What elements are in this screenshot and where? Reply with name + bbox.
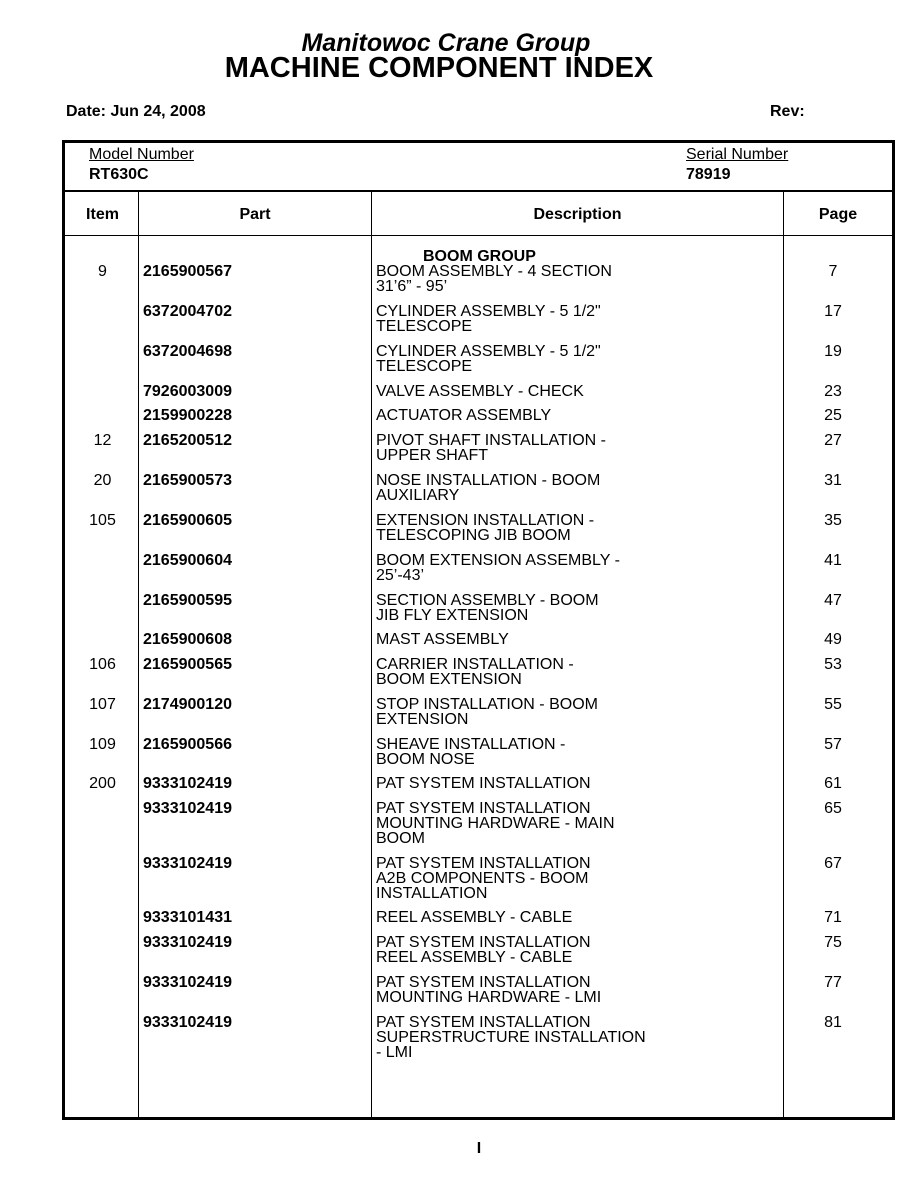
column-header-description: Description — [533, 206, 622, 223]
row-part-number: 2165900605 — [143, 512, 232, 529]
row-page-number: 35 — [824, 512, 842, 529]
row-description-line: SECTION ASSEMBLY - BOOM — [376, 592, 599, 609]
row-description — [376, 737, 776, 767]
row-page-number: 25 — [824, 407, 842, 424]
row-page-number: 41 — [824, 552, 842, 569]
row-part-number: 9333102419 — [143, 974, 232, 991]
row-part-number: 2165900573 — [143, 472, 232, 489]
row-item-number: 109 — [89, 736, 116, 753]
row-page-number: 17 — [824, 303, 842, 320]
row-description — [376, 553, 776, 583]
row-page-number: 31 — [824, 472, 842, 489]
row-part-number: 9333102419 — [143, 855, 232, 872]
row-item-number: 9 — [98, 263, 107, 280]
row-description-line: A2B COMPONENTS - BOOM — [376, 870, 589, 887]
row-description-line: INSTALLATION — [376, 885, 488, 902]
row-page-number: 75 — [824, 934, 842, 951]
row-description-line: CYLINDER ASSEMBLY - 5 1/2" — [376, 343, 601, 360]
column-header-divider — [65, 235, 892, 236]
row-description — [376, 344, 776, 374]
row-page-number: 67 — [824, 855, 842, 872]
row-description-line: CYLINDER ASSEMBLY - 5 1/2" — [376, 303, 601, 320]
row-description — [376, 801, 776, 846]
row-description — [376, 697, 776, 727]
row-part-number: 9333102419 — [143, 934, 232, 951]
row-item-number: 106 — [89, 656, 116, 673]
row-description-line: PIVOT SHAFT INSTALLATION - — [376, 432, 606, 449]
group-title: BOOM GROUP — [423, 248, 536, 265]
row-page-number: 77 — [824, 974, 842, 991]
column-header-page: Page — [818, 206, 858, 223]
row-description-line: BOOM ASSEMBLY - 4 SECTION — [376, 263, 612, 280]
row-description — [376, 776, 776, 791]
row-item-number: 20 — [93, 472, 112, 489]
row-part-number: 9333101431 — [143, 909, 232, 926]
serial-number-label: Serial Number — [686, 146, 789, 163]
row-description-line: SUPERSTRUCTURE INSTALLATION — [376, 1029, 646, 1046]
row-part-number: 9333102419 — [143, 1014, 232, 1031]
row-description-line: TELESCOPING JIB BOOM — [376, 527, 571, 544]
row-description — [376, 935, 776, 965]
row-description-line: - LMI — [376, 1044, 413, 1061]
row-item-number: 200 — [89, 775, 116, 792]
row-description-line: BOOM — [376, 830, 425, 847]
row-part-number: 2165200512 — [143, 432, 232, 449]
row-description-line: REEL ASSEMBLY - CABLE — [376, 949, 573, 966]
row-description-line: TELESCOPE — [376, 318, 473, 335]
company-name: Manitowoc Crane Group — [301, 29, 591, 57]
row-description-line: 31’6” - 95’ — [376, 278, 448, 295]
row-description-line: MOUNTING HARDWARE - LMI — [376, 989, 602, 1006]
row-page-number: 81 — [824, 1014, 842, 1031]
row-description-line: PAT SYSTEM INSTALLATION — [376, 934, 591, 951]
model-number-value: RT630C — [89, 166, 149, 183]
row-description-line: MOUNTING HARDWARE - MAIN — [376, 815, 615, 832]
component-table — [62, 140, 895, 1120]
row-description-line: ACTUATOR ASSEMBLY — [376, 407, 552, 424]
page-number: I — [476, 1140, 482, 1157]
row-item-number: 107 — [89, 696, 116, 713]
row-part-number: 6372004698 — [143, 343, 232, 360]
row-part-number: 9333102419 — [143, 775, 232, 792]
row-part-number: 2165900565 — [143, 656, 232, 673]
row-part-number: 2165900595 — [143, 592, 232, 609]
row-description — [376, 408, 776, 423]
row-description-line: PAT SYSTEM INSTALLATION — [376, 775, 591, 792]
row-part-number: 2165900604 — [143, 552, 232, 569]
row-description-line: UPPER SHAFT — [376, 447, 489, 464]
document-date: Date: Jun 24, 2008 — [66, 103, 206, 120]
row-description-line: EXTENSION INSTALLATION - — [376, 512, 595, 529]
row-description-line: 25’-43’ — [376, 567, 425, 584]
row-description — [376, 513, 776, 543]
row-description-line: PAT SYSTEM INSTALLATION — [376, 974, 591, 991]
row-description — [376, 473, 776, 503]
row-description-line: EXTENSION — [376, 711, 469, 728]
row-page-number: 23 — [824, 383, 842, 400]
row-item-number: 12 — [93, 432, 112, 449]
row-part-number: 2165900566 — [143, 736, 232, 753]
row-description — [376, 264, 776, 294]
row-description-line: CARRIER INSTALLATION - — [376, 656, 574, 673]
row-description — [376, 657, 776, 687]
row-description — [376, 433, 776, 463]
row-item-number: 105 — [89, 512, 116, 529]
row-page-number: 61 — [824, 775, 842, 792]
row-description-line: JIB FLY EXTENSION — [376, 607, 529, 624]
header-divider — [65, 190, 892, 192]
row-description-line: MAST ASSEMBLY — [376, 631, 509, 648]
row-description-line: PAT SYSTEM INSTALLATION — [376, 1014, 591, 1031]
row-description — [376, 975, 776, 1005]
row-page-number: 71 — [824, 909, 842, 926]
row-description-line: BOOM EXTENSION ASSEMBLY - — [376, 552, 620, 569]
row-description-line: PAT SYSTEM INSTALLATION — [376, 800, 591, 817]
row-page-number: 47 — [824, 592, 842, 609]
row-part-number: 7926003009 — [143, 383, 232, 400]
row-part-number: 9333102419 — [143, 800, 232, 817]
row-description — [376, 384, 776, 399]
row-description-line: REEL ASSEMBLY - CABLE — [376, 909, 573, 926]
row-description-line: TELESCOPE — [376, 358, 473, 375]
model-number-label: Model Number — [89, 146, 194, 163]
row-page-number: 19 — [824, 343, 842, 360]
serial-number-value: 78919 — [686, 166, 731, 183]
row-description-line: SHEAVE INSTALLATION - — [376, 736, 566, 753]
row-description — [376, 910, 776, 925]
row-part-number: 2165900567 — [143, 263, 232, 280]
document-title: MACHINE COMPONENT INDEX — [224, 52, 654, 84]
row-description-line: BOOM NOSE — [376, 751, 475, 768]
row-description — [376, 304, 776, 334]
document-revision: Rev: — [770, 103, 805, 120]
row-description — [376, 856, 776, 901]
row-description — [376, 1015, 776, 1060]
column-divider-item — [138, 191, 139, 1117]
row-page-number: 65 — [824, 800, 842, 817]
row-part-number: 2159900228 — [143, 407, 232, 424]
row-page-number: 57 — [824, 736, 842, 753]
row-description-line: NOSE INSTALLATION - BOOM — [376, 472, 601, 489]
row-description-line: PAT SYSTEM INSTALLATION — [376, 855, 591, 872]
row-page-number: 27 — [824, 432, 842, 449]
row-part-number: 2174900120 — [143, 696, 232, 713]
row-description — [376, 632, 776, 647]
row-page-number: 7 — [828, 263, 838, 280]
column-header-part: Part — [239, 206, 271, 223]
row-description-line: VALVE ASSEMBLY - CHECK — [376, 383, 584, 400]
row-page-number: 55 — [824, 696, 842, 713]
column-header-item: Item — [86, 206, 119, 223]
row-description-line: AUXILIARY — [376, 487, 460, 504]
row-description-line: BOOM EXTENSION — [376, 671, 522, 688]
row-part-number: 2165900608 — [143, 631, 232, 648]
row-description — [376, 593, 776, 623]
column-divider-part — [371, 191, 372, 1117]
row-page-number: 53 — [824, 656, 842, 673]
row-part-number: 6372004702 — [143, 303, 232, 320]
row-description-line: STOP INSTALLATION - BOOM — [376, 696, 598, 713]
row-page-number: 49 — [824, 631, 842, 648]
